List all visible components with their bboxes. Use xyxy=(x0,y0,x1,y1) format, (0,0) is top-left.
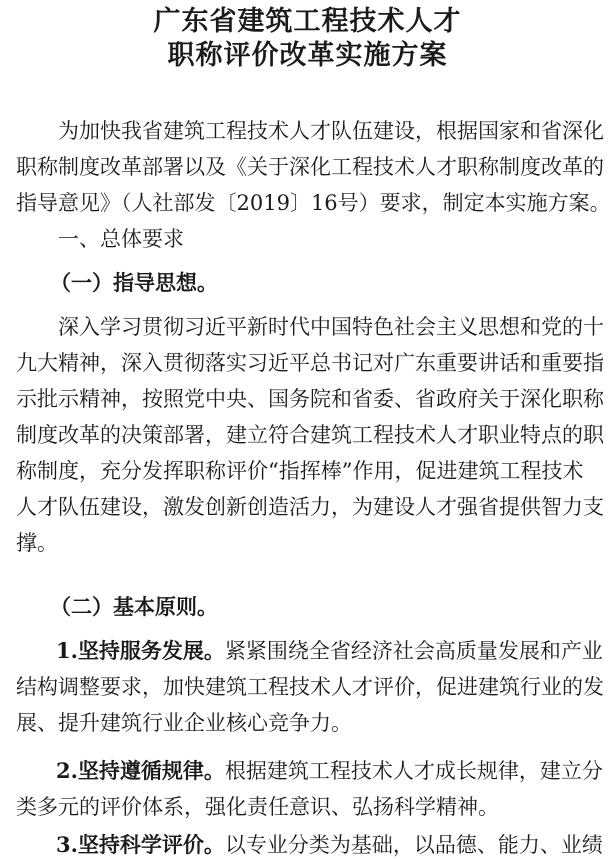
guiding-line-7: 撑。 xyxy=(16,531,58,555)
principle-3-title: 3.坚持科学评价。 xyxy=(56,832,225,857)
intro-line-3: 指导意见》（人社部发〔2019〕16号）要求，制定本实施方案。 xyxy=(16,191,611,215)
principle-1-line-2: 结构调整要求，加快建筑工程技术人才评价，促进建筑行业的发 xyxy=(16,675,604,699)
guiding-line-6: 人才队伍建设，激发创新创造活力，为建设人才强省提供智力支 xyxy=(16,495,604,519)
document-title-line1: 广东省建筑工程技术人才 xyxy=(153,6,462,37)
principle-3-line-1 xyxy=(56,832,603,858)
principle-1-title: 1.坚持服务发展。 xyxy=(56,638,225,663)
subheading-guiding-ideology: （一）指导思想。 xyxy=(50,270,218,295)
guiding-line-1: 深入学习贯彻习近平新时代中国特色社会主义思想和党的十 xyxy=(58,315,604,339)
intro-line-2: 职称制度改革部署以及《关于深化工程技术人才职称制度改革的 xyxy=(16,155,604,179)
document-title-line2: 职称评价改革实施方案 xyxy=(167,40,448,71)
principle-1-text: 紧紧围绕全省经济社会高质量发展和产业 xyxy=(224,639,603,663)
principle-2-line-1 xyxy=(56,758,603,784)
guiding-line-5: 称制度，充分发挥职称评价“指挥棒”作用，促进建筑工程技术 xyxy=(16,459,584,483)
principle-3-text: 以专业分类为基础，以品德、能力、业绩 xyxy=(224,833,603,857)
intro-line-1: 为加快我省建筑工程技术人才队伍建设，根据国家和省深化 xyxy=(58,119,604,143)
principle-2-line-2: 类多元的评价体系，强化责任意识、弘扬科学精神。 xyxy=(16,795,499,819)
principle-2-text: 根据建筑工程技术人才成长规律，建立分 xyxy=(224,759,603,783)
subheading-basic-principles: （二）基本原则。 xyxy=(50,594,218,619)
section-heading-overall: 一、总体要求 xyxy=(58,227,184,251)
principle-2-title: 2.坚持遵循规律。 xyxy=(56,758,225,783)
principle-1-line-1 xyxy=(56,638,603,664)
guiding-line-4: 制度改革的决策部署，建立符合建筑工程技术人才职业特点的职 xyxy=(16,423,604,447)
principle-1-line-3: 展、提升建筑行业企业核心竞争力。 xyxy=(16,711,352,735)
guiding-line-2: 九大精神，深入贯彻落实习近平总书记对广东重要讲话和重要指 xyxy=(16,351,604,375)
guiding-line-3: 示批示精神，按照党中央、国务院和省委、省政府关于深化职称 xyxy=(16,387,604,411)
